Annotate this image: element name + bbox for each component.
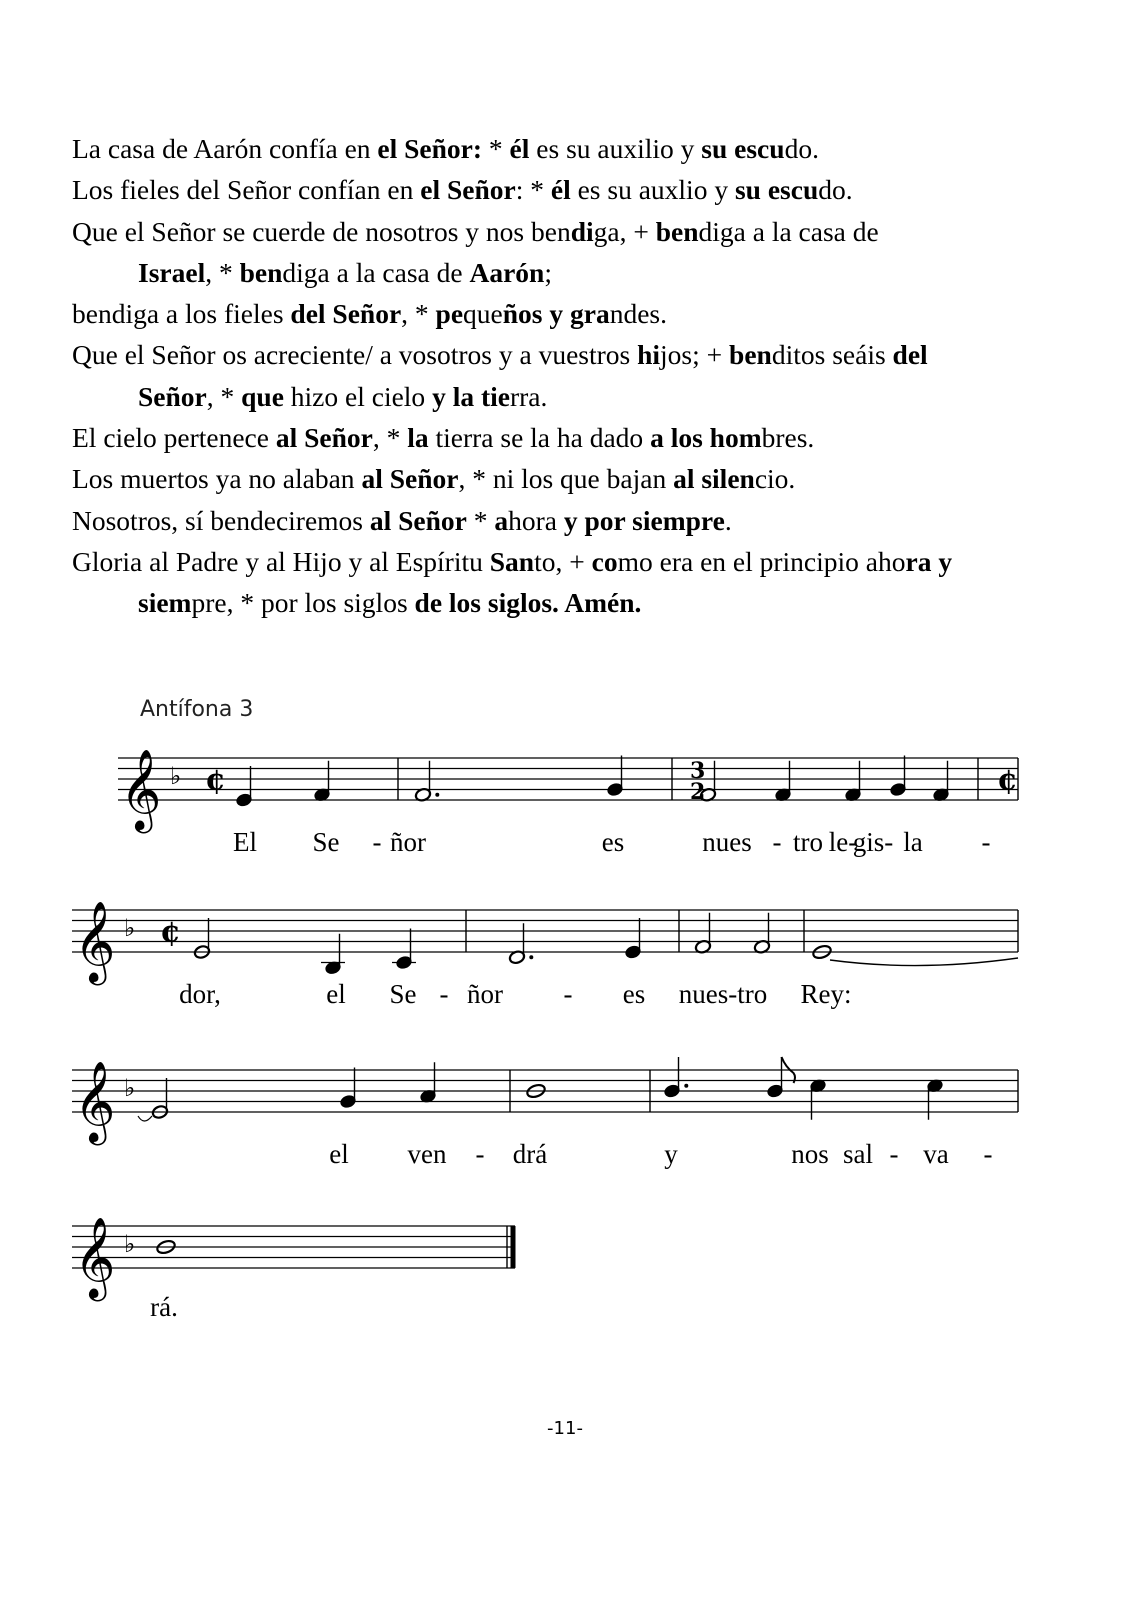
lyric-syllable: Se — [389, 979, 417, 1009]
lyric-syllable: nues — [702, 827, 752, 857]
lyric-syllable: ñor — [467, 979, 503, 1009]
staff-system — [72, 900, 1018, 1009]
lyric-syllable: - — [889, 1139, 899, 1169]
lyric-syllable: ñor — [390, 827, 426, 857]
note-dot — [435, 793, 439, 797]
flat-icon: ♭ — [124, 914, 136, 942]
lyric-syllable: - — [983, 1139, 993, 1169]
text-run: tierra se la ha dado — [428, 422, 651, 454]
time-sig-3: 3 — [690, 758, 706, 784]
lyric-syllable: - — [981, 827, 991, 857]
bold-text: de los siglos. Amén. — [414, 587, 642, 619]
bold-text: el Señor — [420, 174, 516, 206]
text-run: * — [466, 504, 495, 536]
bold-text: y la tie — [432, 380, 510, 412]
treble-clef-icon: 𝄞 — [74, 1060, 116, 1142]
text-run: diga a la casa de — [698, 215, 879, 247]
lyric-syllable: nos — [791, 1139, 829, 1169]
text-run: * — [482, 133, 510, 164]
text-run: La casa de Aarón confía en — [72, 133, 378, 164]
text-run: El cielo pertenece — [72, 422, 276, 454]
lyric-syllable: drá — [512, 1139, 548, 1169]
lyric-syllable: rá. — [150, 1292, 178, 1322]
lyric-syllable: ven — [407, 1139, 447, 1169]
text-run: , * — [401, 298, 436, 330]
staff-system — [72, 1216, 515, 1322]
lyric-syllable: - — [439, 979, 449, 1009]
treble-clef-icon: 𝄞 — [74, 900, 116, 982]
bold-text: di — [570, 215, 594, 247]
text-run: , * — [205, 256, 240, 288]
cut-time-icon: ¢ — [205, 762, 226, 798]
text-run: ndes. — [609, 298, 668, 330]
text-run: Que el Señor se cuerde de nosotros y nos ben — [72, 215, 571, 247]
cut-time-icon: ¢ — [160, 914, 181, 950]
time-sig-2: 2 — [690, 779, 706, 805]
bold-text: hi — [637, 339, 661, 371]
text-run: diga a la casa de — [282, 256, 470, 288]
text-run: do. — [784, 133, 819, 164]
tie — [830, 958, 1018, 966]
bold-text: Israel — [138, 256, 206, 288]
bold-text: ben — [729, 339, 772, 371]
bold-text: ben — [655, 215, 699, 247]
bold-text: al silen — [673, 463, 755, 495]
text-run: hora — [508, 504, 564, 536]
lyric-syllable: es — [601, 827, 625, 857]
treble-clef-icon: 𝄞 — [74, 1216, 116, 1298]
text-run: cio. — [754, 463, 796, 495]
lyric-syllable: sal — [843, 1139, 873, 1169]
cut-time-icon: ¢ — [997, 762, 1018, 798]
lyric-syllable: - — [772, 827, 782, 857]
text-run: to, + — [534, 545, 592, 577]
grace-slur — [138, 1116, 152, 1121]
bold-text: Señor — [138, 380, 207, 412]
text-run: ga, + — [593, 215, 656, 247]
bold-text: pe — [435, 298, 464, 330]
lyric-syllable: El — [233, 827, 257, 857]
lyric-syllable: nues-tro — [678, 979, 768, 1009]
bold-text: su escu — [734, 174, 819, 206]
lyric-syllable: es — [622, 979, 646, 1009]
treble-clef-icon: 𝄞 — [120, 748, 162, 830]
bold-text: siem — [138, 587, 192, 619]
lyric-syllable: y — [664, 1139, 678, 1169]
lyric-syllable: el — [329, 1139, 349, 1169]
text-run: rra. — [509, 380, 548, 412]
note-dot — [684, 1084, 688, 1088]
text-run: ditos seáis — [771, 339, 893, 371]
bold-text: él — [509, 133, 530, 164]
bold-text: al Señor — [361, 463, 459, 495]
text-run: pre, * por los siglos — [191, 587, 415, 619]
flat-icon: ♭ — [170, 762, 182, 790]
text-run: , * — [372, 422, 408, 454]
lyric-syllable: dor, — [179, 979, 221, 1009]
bold-text: Aarón — [469, 256, 545, 288]
bold-text: del Señor — [290, 298, 402, 330]
page-number: -11- — [547, 1418, 583, 1439]
text-run: , * ni los que bajan — [458, 463, 674, 495]
bold-text: co — [591, 545, 618, 577]
text-run: : * — [515, 174, 551, 206]
text-run: Los muertos ya no alaban — [72, 463, 362, 495]
bold-text: su escu — [701, 133, 785, 164]
bold-text: ra y — [905, 545, 953, 577]
text-run: Nosotros, sí bendeciremos — [72, 504, 370, 536]
bold-text: al Señor — [275, 422, 373, 454]
flat-icon: ♭ — [124, 1230, 136, 1258]
bold-text: ben — [239, 256, 283, 288]
lyric-syllable: Se — [312, 827, 340, 857]
lyric-syllable: el — [326, 979, 346, 1009]
text-run: Gloria al Padre y al Hijo y al Espíritu — [72, 545, 490, 577]
bold-text: del — [892, 339, 928, 371]
bold-text: él — [550, 174, 571, 206]
bold-text: la — [407, 422, 429, 454]
lyric-syllable: tro — [793, 827, 823, 857]
lyric-syllable: Rey: — [800, 979, 852, 1009]
text-run: hizo el cielo — [283, 380, 433, 412]
bold-text: y por siempre — [563, 504, 725, 536]
text-run: que — [463, 298, 503, 330]
bold-text: que — [241, 380, 284, 412]
text-run: do. — [818, 174, 853, 206]
text-run: jos; + — [660, 339, 730, 371]
text-run: Que el Señor os acreciente/ a vosotros y a vuestros — [72, 339, 638, 371]
lyric-syllable: va — [923, 1139, 949, 1169]
text-run: bres. — [761, 422, 815, 454]
text-run: ; — [544, 256, 552, 288]
staff-system — [72, 1057, 1018, 1169]
bold-text: a los hom — [650, 422, 762, 454]
lyric-syllable: la — [903, 827, 923, 857]
bold-text: al Señor — [369, 504, 467, 536]
lyric-syllable: - — [372, 827, 382, 857]
text-run: Los fieles del Señor confían en — [72, 174, 421, 206]
text-run: . — [724, 504, 732, 536]
text-run: es su auxilio y — [529, 133, 702, 164]
text-run: bendiga a los fieles — [72, 298, 291, 330]
staff-system — [118, 748, 1018, 857]
bold-text: ños y gra — [502, 298, 610, 330]
note-dot — [529, 955, 533, 959]
text-run: , * — [206, 380, 242, 412]
lyric-syllable: - — [563, 979, 573, 1009]
lyric-syllable: - — [475, 1139, 485, 1169]
bold-text: a — [494, 504, 509, 536]
lyric-syllable: le- — [828, 827, 858, 857]
bold-text: el Señor: — [377, 133, 483, 164]
bold-text: San — [489, 545, 535, 577]
text-run: es su auxlio y — [570, 174, 735, 206]
antiphon-label: Antífona 3 — [140, 697, 254, 722]
lyric-syllable: gis- — [852, 827, 894, 857]
flat-icon: ♭ — [124, 1074, 136, 1102]
text-run: mo era en el principio aho — [617, 545, 906, 577]
